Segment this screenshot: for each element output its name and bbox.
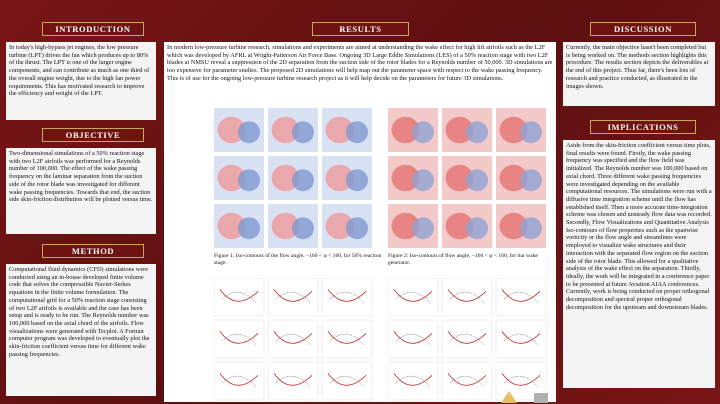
contour-region bbox=[412, 121, 434, 143]
contour-region bbox=[238, 169, 260, 191]
streamline-panel bbox=[214, 362, 264, 400]
contour-region bbox=[238, 121, 260, 143]
method-title: METHOD bbox=[71, 246, 115, 256]
figure2-caption: Figure 2: Iso-contours of flow angle, −160 < φ < 160, for bar wake generator. bbox=[388, 253, 538, 266]
streamline-panel bbox=[442, 362, 492, 400]
figure1-caption: Figure 1: Iso-contours of the flow angle, −160 < φ < 160, for 50% reaction stage. bbox=[214, 253, 382, 266]
figure3-streamlines bbox=[214, 278, 380, 402]
figure4-streamlines bbox=[388, 278, 548, 402]
streamline-panel bbox=[322, 278, 372, 316]
streamline-panel bbox=[496, 320, 546, 358]
introduction-header bbox=[42, 22, 144, 36]
contour-region bbox=[412, 169, 434, 191]
contour-region bbox=[346, 217, 368, 239]
streamline-panel bbox=[442, 278, 492, 316]
method-header bbox=[42, 244, 144, 258]
objective-header bbox=[42, 128, 144, 142]
implications-panel bbox=[563, 140, 715, 388]
streamline-panel bbox=[268, 278, 318, 316]
contour-region bbox=[466, 169, 488, 191]
contour-region bbox=[520, 121, 542, 143]
streamline-panel bbox=[214, 278, 264, 316]
introduction-text: In today's high-bypass jet engines, the low pressure turbine (LPT) drives the fan which produces up to 80% of the thrust. The LPT is one of the larger engine components, and can contribute as much as one third of the overall engine weight, due to the high fan power requirements. This has motivated research to improve the efficiency and weight of the LPT. bbox=[9, 44, 150, 98]
contour-region bbox=[520, 217, 542, 239]
streamline-panel bbox=[496, 278, 546, 316]
streamline-panel bbox=[322, 362, 372, 400]
implications-text: Aside from the skin-friction coefficient versus time plots, final results were found. Firstly, the wake passing frequency was specified and the flow field was initialized. The Reynolds number was 100,000 based on axial chord. Three different wake passing frequencies were investigated depending on the available computational resources. The simulations were run with a diffusive time integration scheme until the flow has established itself. Then a more accurate time-integration scheme was chosen and unsteady flow data was recorded. Secondly, Flow Visualizations and Quantitative Analysis Iso-contours of flow properties such as the spanwise vorticity or the flow angle and streamlines were employed to visualize wake structures and their interaction with the separated flow region on the suction side of the rotor blade. This allowed for a qualitative analysis of the wake effect on the separation. Thirdly, ideally, the work will be integrated in a conference paper to be presented at future Aviation AIAA conferences. Currently, work is being conducted on proper orthogonal decomposition and spectral proper orthogonal decomposition for the upstream and downstream blades. bbox=[566, 142, 712, 311]
objective-text: Two-dimensional simulations of a 50% reaction stage with two L2F airfoils was performed for a Reynolds number of 100,000. The effect of the wake passing frequency on the laminar separation from the suction side of the rotor blade was investigated for different wake passing frequencies. Towards that end, the suction side skin-friction distribution will be plotted versus time. bbox=[9, 150, 153, 204]
objective-panel bbox=[6, 148, 156, 234]
streamline-panel bbox=[388, 320, 438, 358]
contour-region bbox=[466, 121, 488, 143]
contour-region bbox=[520, 169, 542, 191]
method-text: Computational fluid dynamics (CFD) simulations were conducted using an in-house developed finite volume code that solves the compressible Navier-Stokes equations in the finite volume formulation. The computational grid for a 50% reaction stage consisting of two L2F airfoils is available and the case has been setup and is ready to be run. The Reynolds number was 100,000 based on the axial chord of the airfoils. Flow visualizations were generated with Tecplot. A Fortran computer program was developed to eventually plot the skin-friction coefficient versus time for different wake passing frequencies. bbox=[9, 266, 150, 358]
university-seal-icon bbox=[500, 390, 518, 404]
discussion-panel bbox=[563, 42, 715, 106]
discussion-header bbox=[590, 22, 696, 36]
streamline-panel bbox=[214, 320, 264, 358]
contour-region bbox=[292, 169, 314, 191]
contour-region bbox=[238, 217, 260, 239]
figure2-contours bbox=[388, 108, 548, 252]
contour-region bbox=[292, 121, 314, 143]
results-header bbox=[312, 22, 409, 36]
streamline-panel bbox=[388, 278, 438, 316]
contour-region bbox=[412, 217, 434, 239]
contour-region bbox=[466, 217, 488, 239]
implications-header bbox=[590, 120, 696, 134]
contour-region bbox=[292, 217, 314, 239]
streamline-panel bbox=[388, 362, 438, 400]
figure1-contours bbox=[214, 108, 380, 252]
contour-region bbox=[346, 169, 368, 191]
discussion-title: DISCUSSION bbox=[614, 24, 672, 34]
contour-region bbox=[346, 121, 368, 143]
streamline-panel bbox=[268, 362, 318, 400]
streamline-panel bbox=[322, 320, 372, 358]
discussion-text: Currently, the main objective hasn't been completed but is being worked on. The methods section highlights this procedure. The results section depicts the deliverables at the end of this project. Thus far, there's been lots of research and practice conducted, as illustrated in the images shown. bbox=[566, 44, 709, 90]
objective-title: OBJECTIVE bbox=[65, 130, 121, 140]
method-panel bbox=[6, 264, 156, 396]
introduction-panel bbox=[6, 42, 156, 120]
results-title: RESULTS bbox=[339, 24, 382, 34]
implications-title: IMPLICATIONS bbox=[607, 122, 679, 132]
results-text: In modern low-pressure turbine research, simulations and experiments are aimed at understanding the wake effect for high lift airfoils such as the L2F which was developed by AFRL at Wright-Patterson Air Force Base. Ongoing 3D Large Eddie Simulations (LES) of a 50% reaction stage with two L2F blades at NMSU reveal a suppression of the 2D separation from the suction side of the rotor blades for a Reynolds number of 50,000. 3D simulations are too expensive for parameter studies. The proposed 2D simulations will help map out the parameter space with respect to the wake passing frequency. This is of use for the ongoing low-pressure turbine research project as it will help decide on the parameters for future 3D simulations. bbox=[167, 44, 553, 82]
logo-icon bbox=[532, 390, 550, 404]
introduction-title: INTRODUCTION bbox=[55, 24, 131, 34]
streamline-panel bbox=[268, 320, 318, 358]
streamline-panel bbox=[442, 320, 492, 358]
